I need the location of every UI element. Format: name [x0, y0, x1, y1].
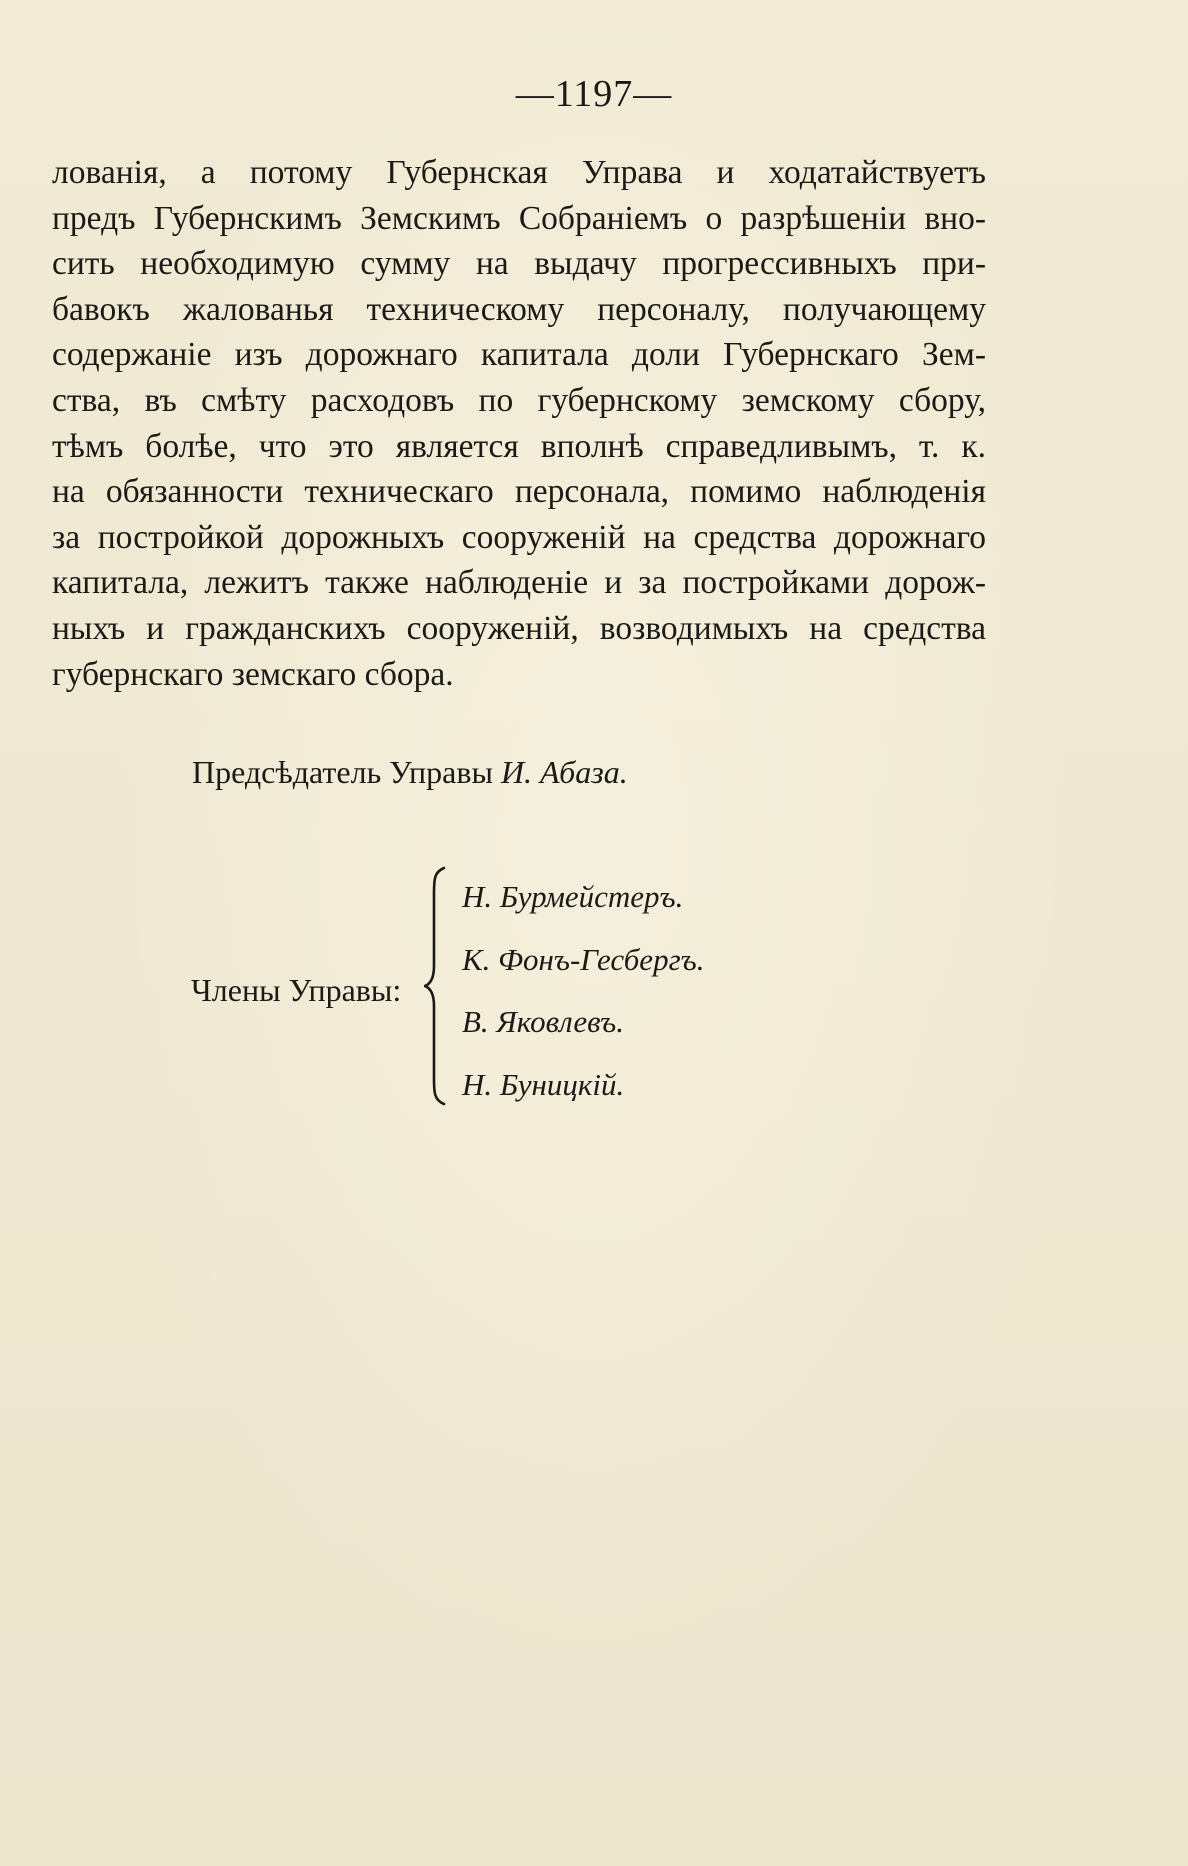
members-label: Члены Управы: [191, 972, 402, 1008]
member-name: Н. Буницкій. [462, 1066, 625, 1102]
paragraph-line: на обязанности техническаго персонала, помимо наблюденія [52, 473, 986, 511]
curly-brace [424, 866, 448, 1106]
paragraph-line: лованія, а потому Губернская Управа и ходатайствуетъ [52, 154, 986, 191]
member-name: К. Фонъ-Гесбергъ. [462, 941, 705, 977]
paragraph-line: тѣмъ болѣе, что это является вполнѣ справедливымъ, т. к. [52, 427, 986, 465]
member-name: В. Яковлевъ. [462, 1004, 625, 1039]
paragraph-line: сить необходимую сумму на выдачу прогрессивныхъ при- [52, 245, 986, 283]
paragraph-line: за постройкой дорожныхъ сооруженій на средства дорожнаго [52, 518, 986, 556]
paragraph-line: капитала, лежитъ также наблюденіе и за постройками дорож- [52, 564, 986, 602]
paragraph-line: губернскаго земскаго сбора. [52, 655, 454, 693]
page-number: —1197— [515, 73, 673, 115]
paragraph-line: бавокъ жалованья техническому персоналу, получающему [52, 290, 986, 328]
chairman-label: Предсѣдатель Управы [192, 754, 493, 790]
paragraph-line: содержаніе изъ дорожнаго капитала доли Губернскаго Зем- [52, 336, 986, 374]
chairman-name: И. Абаза. [500, 754, 628, 790]
paragraph-line: ныхъ и гражданскихъ сооруженій, возводимыхъ на средства [52, 609, 986, 647]
members-list [462, 874, 705, 1124]
body-paragraph [52, 150, 986, 697]
member-name: Н. Бурмейстеръ. [462, 879, 684, 914]
chairman-signature [192, 752, 628, 792]
paragraph-line: предъ Губернскимъ Земскимъ Собраніемъ о разрѣшеніи вно- [52, 199, 986, 237]
paragraph-line: ства, въ смѣту расходовъ по губернскому земскому сбору, [52, 381, 986, 419]
